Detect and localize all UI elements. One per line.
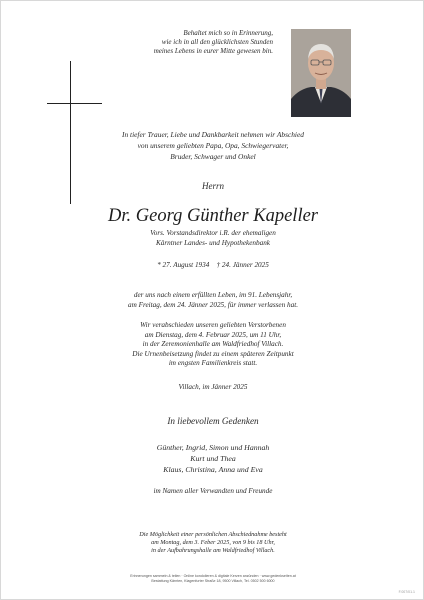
motto-line: meines Lebens in eurer Mitte gewesen bin.	[153, 47, 273, 55]
family-line: Klaus, Christina, Anna und Eva	[163, 465, 263, 474]
footer-line: Erinnerungen sammeln & teilen · Online kondolieren & digitale Kerzen anzünden · www.gedenkseiten.at	[130, 574, 296, 578]
ceremony-line: Die Urnenbeisetzung findet zu einem späteren Zeitpunkt	[132, 349, 294, 358]
viewing-line: am Montag, dem 3. Feber 2025, von 9 bis 18 Uhr,	[151, 539, 275, 546]
ceremony-line: Wir verabschieden unseren geliebten Verstorbenen	[140, 321, 286, 329]
positions	[1, 229, 424, 248]
motto-quote	[53, 29, 273, 56]
ceremony-line: im engsten Familienkreis statt.	[168, 359, 258, 367]
viewing-line: in der Aufbahrungshalle am Waldfriedhof Villach.	[151, 547, 275, 554]
life-dates	[1, 261, 424, 269]
ceremony-line: in der Zeremonienhalle am Waldfriedhof Villach.	[142, 340, 284, 348]
deceased-name: Dr. Georg Günther Kapeller	[108, 206, 318, 226]
portrait-photo	[291, 29, 351, 117]
document-code: F.007/01.1	[398, 590, 415, 594]
family-list	[1, 442, 424, 475]
footer-line: Bestattung Kärnten, Klagenfurter Straße 18, 9500 Villach, Tel. 0502 500 6000	[151, 579, 275, 583]
passing-paragraph	[1, 291, 424, 310]
position-line: Vors. Vorstandsdirektor i.R. der ehemaligen	[150, 229, 276, 237]
ceremony-paragraph	[1, 321, 424, 369]
family-line: Günther, Ingrid, Simon und Hannah	[156, 443, 270, 452]
motto-line: Behaltet mich so in Erinnerung,	[183, 29, 273, 37]
footer	[1, 574, 424, 584]
viewing-paragraph	[1, 531, 424, 555]
family-line: Kurt und Thea	[190, 454, 236, 463]
birth-date: * 27. August 1934	[157, 261, 210, 269]
intro-line: Bruder, Schwager und Onkel	[170, 152, 256, 161]
cross-horizontal-bar	[47, 103, 102, 104]
relatives-line: im Namen aller Verwandten und Freunde	[153, 487, 273, 495]
intro-paragraph	[1, 129, 424, 162]
portrait-image	[291, 29, 351, 117]
death-date: † 24. Jänner 2025	[216, 261, 269, 269]
salutation: Herrn	[202, 181, 224, 191]
memorial-heading: In liebevollem Gedenken	[167, 416, 259, 426]
intro-line: In tiefer Trauer, Liebe und Dankbarkeit nehmen wir Abschied	[122, 130, 304, 139]
viewing-line: Die Möglichkeit einer persönlichen Abschiednahme besteht	[139, 531, 287, 538]
place-date: Villach, im Jänner 2025	[178, 383, 248, 391]
motto-line: wie ich in all den glücklichsten Stunden	[161, 38, 273, 46]
passing-line: am Freitag, dem 24. Jänner 2025, für immer verlassen hat.	[127, 300, 298, 309]
intro-line: von unserem geliebten Papa, Opa, Schwiegervater,	[137, 141, 289, 150]
ceremony-line: am Dienstag, dem 4. Februar 2025, um 11 Uhr,	[144, 330, 282, 339]
position-line: Kärntner Landes- und Hypothekenbank	[156, 238, 270, 247]
passing-line: der uns nach einem erfüllten Leben, im 91. Lebensjahr,	[133, 291, 293, 299]
